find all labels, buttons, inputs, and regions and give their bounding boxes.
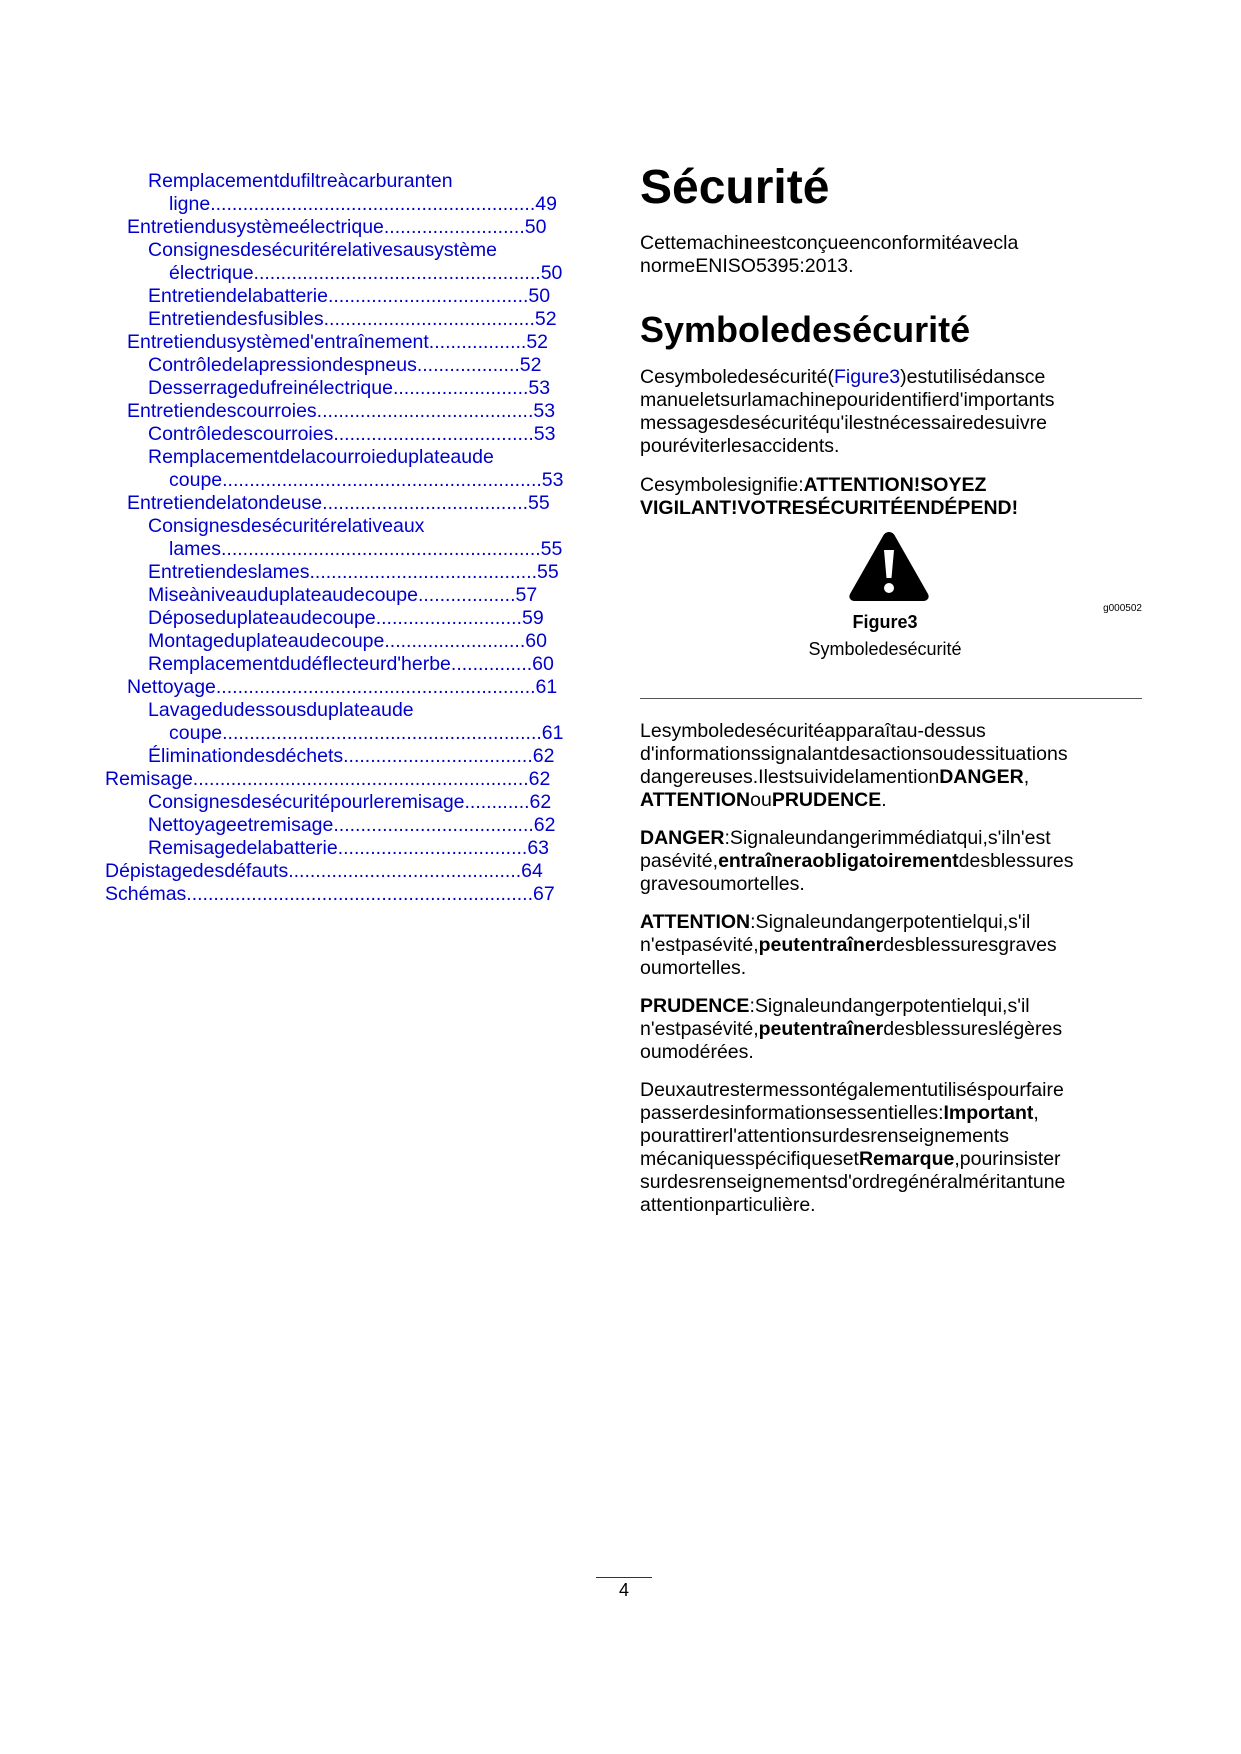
symbol-paragraph: Cesymboledesécurité(Figure3)estutilisédansce manueletsurlamachinepouridentifierd'importants messagesdesécuritéqu'ilestnécessairedesuivre pouréviterlesaccidents.	[640, 366, 1055, 457]
meaning-paragraph: Cesymbolesignifie:ATTENTION!SOYEZ VIGILANT!VOTRESÉCURITÉENDÉPEND!	[640, 474, 1019, 519]
figure-caption: Symboledesécurité	[808, 639, 962, 659]
toc-entry[interactable]: Lavagedudessousduplateaude	[148, 699, 414, 721]
intro-paragraph: Cettemachineestconçueenconformitéavecla normeENISO5395:2013.	[640, 232, 1019, 277]
toc-entry[interactable]: Consignesdesécuritérelativesausystème	[148, 239, 498, 261]
page-number-rule	[596, 1577, 652, 1578]
safety-symbol-figure	[640, 530, 1142, 670]
toc-entry[interactable]: Contrôledelapressiondespneus...................52	[148, 354, 542, 376]
toc-entry[interactable]: Remplacementdelacourroieduplateaude	[148, 446, 494, 468]
terms-paragraph: Deuxautrestermessontégalementutiliséspourfaire passerdesinformationsessentielles:Important, pourattirerl'attentionsurdesrenseignements mécaniquesspécifiquesetRemarque,pourinsister surdesrenseignementsd'ordregénéralméritantune attentionparticulière.	[640, 1079, 1066, 1216]
toc-entry[interactable]: coupe...........................................................53	[169, 469, 564, 491]
toc-entry[interactable]: électrique.....................................................50	[169, 262, 563, 284]
prudence-paragraph: PRUDENCE:Signaleundangerpotentielqui,s'il n'estpasévité,peutentraînerdesblessureslégères oumodérées.	[640, 995, 1063, 1063]
toc-entry[interactable]: Entretiendelatondeuse......................................55	[127, 492, 550, 514]
appears-paragraph: Lesymboledesécuritéapparaîtau-dessus d'informationssignalantdesactionsoudessituations dangereuses.IlestsuividelamentionDANGER, ATTENTIONouPRUDENCE.	[640, 720, 1068, 811]
toc-entry[interactable]: lames...........................................................55	[169, 538, 563, 560]
danger-paragraph: DANGER:Signaleundangerimmédiatqui,s'iln'est pasévité,entraîneraobligatoirementdesblessures gravesoumortelles.	[640, 827, 1074, 895]
toc-entry[interactable]: Dépistagedesdéfauts...........................................64	[105, 860, 543, 882]
toc-entry[interactable]: Éliminationdesdéchets...................................62	[148, 745, 555, 767]
toc-entry[interactable]: Remisagedelabatterie...................................63	[148, 837, 550, 859]
toc-entry[interactable]: Nettoyageetremisage.....................................62	[148, 814, 556, 836]
toc-entry[interactable]: ligne............................................................49	[169, 193, 557, 215]
page-number: 4	[618, 1580, 629, 1600]
toc-entry[interactable]: coupe...........................................................61	[169, 722, 564, 744]
toc-entry[interactable]: Miseàniveauduplateaudecoupe..................57	[148, 584, 538, 606]
toc-entry[interactable]: Schémas................................................................67	[105, 883, 555, 905]
warning-triangle-icon	[848, 530, 930, 602]
toc-entry[interactable]: Entretiendusystèmed'entraînement..................52	[127, 331, 549, 353]
toc-entry[interactable]: Montageduplateaudecoupe..........................60	[148, 630, 547, 652]
toc-entry[interactable]: Déposeduplateaudecoupe...........................59	[148, 607, 544, 629]
toc-entry[interactable]: Contrôledescourroies.....................................53	[148, 423, 556, 445]
section-heading: Symboledesécurité	[640, 309, 971, 350]
toc-entry[interactable]: Consignesdesécuritérelativeaux	[148, 515, 425, 537]
figure-link[interactable]: Figure3	[834, 366, 901, 388]
divider	[640, 698, 1142, 699]
figure-number: Figure3	[852, 612, 918, 632]
toc-entry[interactable]: Entretiendelabatterie.....................................50	[148, 285, 551, 307]
toc-entry[interactable]: Entretiendeslames..........................................55	[148, 561, 559, 583]
toc-entry[interactable]: Entretiendesfusibles.......................................52	[148, 308, 557, 330]
toc-entry[interactable]: Desserragedufreinélectrique.........................53	[148, 377, 551, 399]
page-title: Sécurité	[640, 161, 830, 214]
toc-entry[interactable]: Consignesdesécuritépourleremisage............62	[148, 791, 552, 813]
figure-id: g000502	[1103, 603, 1142, 614]
toc-entry[interactable]: Entretiendusystèmeélectrique..........................50	[127, 216, 547, 238]
toc-entry[interactable]: Entretiendescourroies........................................53	[127, 400, 556, 422]
toc-entry[interactable]: Remisage..............................................................62	[105, 768, 551, 790]
table-of-contents	[0, 0, 620, 1000]
attention-paragraph: ATTENTION:Signaleundangerpotentielqui,s'il n'estpasévité,peutentraînerdesblessuresgraves oumortelles.	[640, 911, 1057, 979]
toc-entry[interactable]: Nettoyage...........................................................61	[127, 676, 558, 698]
toc-entry[interactable]: Remplacementdufiltreàcarburanten	[148, 170, 453, 192]
toc-entry[interactable]: Remplacementdudéflecteurd'herbe...............60	[148, 653, 554, 675]
